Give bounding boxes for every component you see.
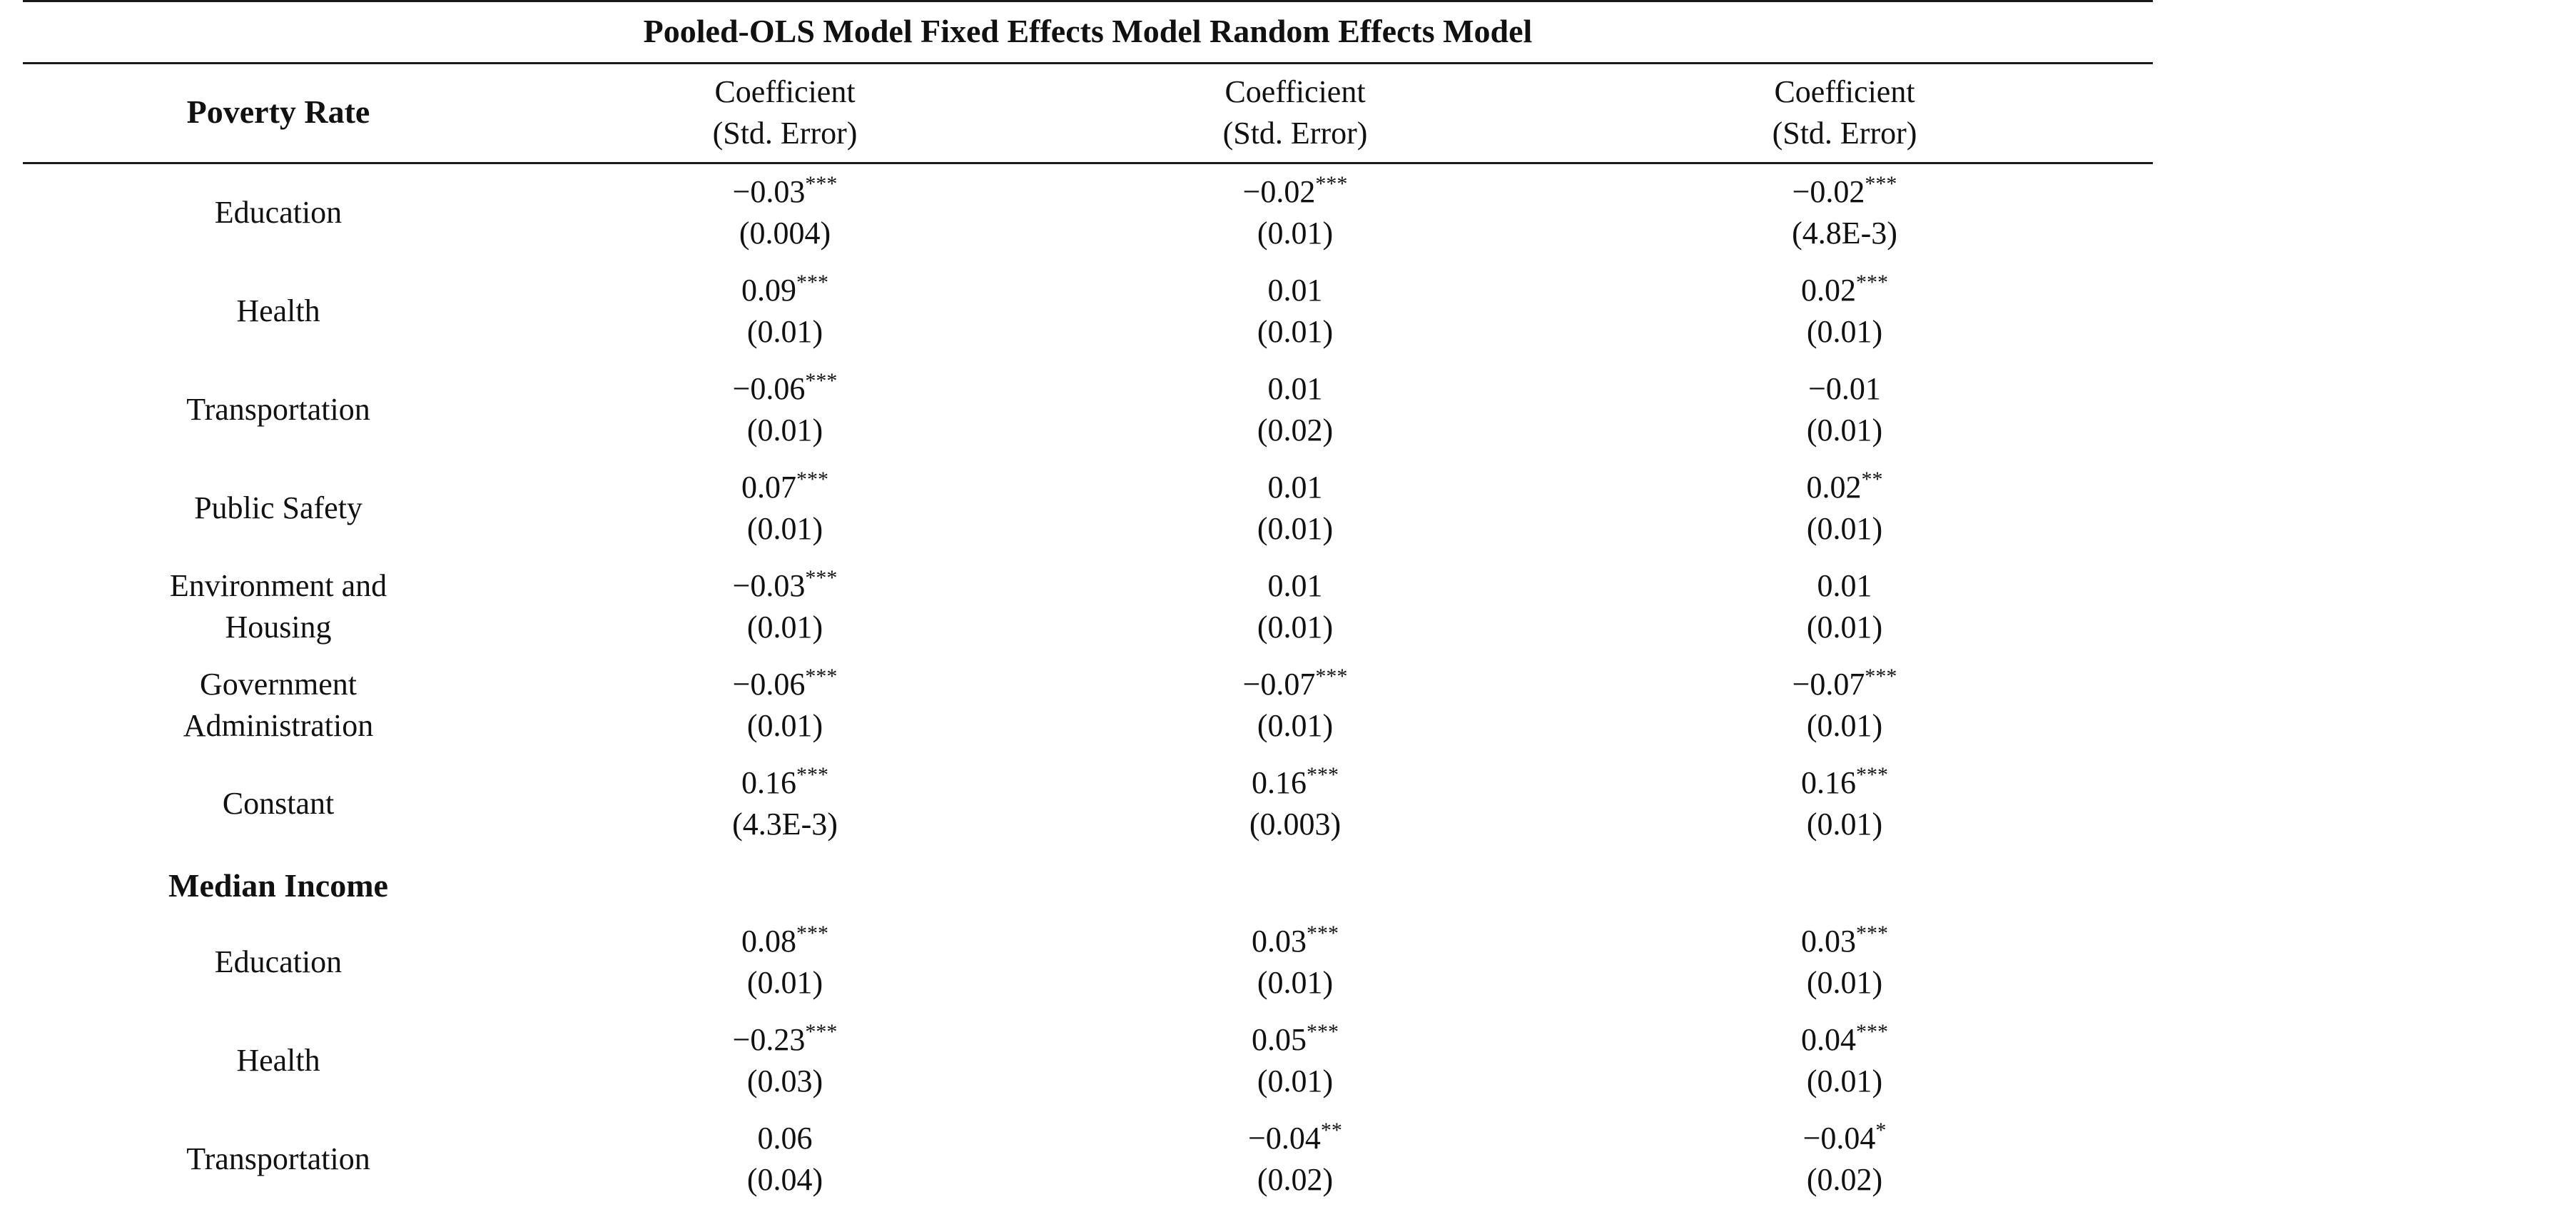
std-error-value: (0.01) bbox=[1806, 708, 1883, 743]
row-label-line: Housing bbox=[225, 610, 332, 645]
cell-pooled-ols bbox=[571, 762, 999, 845]
column-header-random bbox=[1631, 71, 2059, 154]
coefficient-value: 0.01 bbox=[1267, 568, 1323, 603]
std-error-value: (0.01) bbox=[1806, 511, 1883, 546]
row-label bbox=[64, 1138, 492, 1180]
coefficient-value: 0.05 bbox=[1252, 1022, 1307, 1057]
coefficient-line bbox=[1631, 565, 2059, 607]
row-label-line: Environment and bbox=[169, 568, 387, 603]
column-header-line2: (Std. Error) bbox=[712, 116, 858, 151]
table-header-rule bbox=[23, 62, 2153, 64]
coefficient-line bbox=[1631, 921, 2059, 962]
coefficient-value: 0.06 bbox=[757, 1121, 813, 1156]
cell-fixed-effects bbox=[1081, 565, 1509, 648]
coefficient-value: 0.01 bbox=[1267, 470, 1323, 505]
std-error-value: (0.03) bbox=[746, 1064, 823, 1099]
cell-random-effects bbox=[1631, 467, 2059, 550]
coefficient-value: −0.02 bbox=[1792, 174, 1865, 209]
std-error-value: (0.01) bbox=[1806, 314, 1883, 349]
coefficient-line bbox=[1631, 1118, 2059, 1159]
significance-stars: *** bbox=[805, 665, 838, 688]
coefficient-line bbox=[571, 270, 999, 311]
row-label-line: Government bbox=[200, 667, 357, 702]
significance-stars: *** bbox=[1315, 172, 1348, 196]
coefficient-line bbox=[571, 1118, 999, 1159]
coefficient-value: −0.03 bbox=[732, 568, 806, 603]
coefficient-value: −0.04 bbox=[1802, 1121, 1876, 1156]
cell-random-effects bbox=[1631, 664, 2059, 747]
column-header-line2: (Std. Error) bbox=[1222, 116, 1368, 151]
coefficient-value: 0.16 bbox=[741, 765, 796, 800]
std-error-value: (0.01) bbox=[1257, 1064, 1334, 1099]
coefficient-value: 0.01 bbox=[1267, 273, 1323, 308]
significance-stars: *** bbox=[1856, 1020, 1888, 1044]
cell-random-effects bbox=[1631, 1118, 2059, 1201]
std-error-value: (0.01) bbox=[1257, 216, 1334, 251]
significance-stars: *** bbox=[796, 921, 828, 945]
cell-pooled-ols bbox=[571, 1118, 999, 1201]
coefficient-line bbox=[1631, 467, 2059, 508]
coefficient-value: 0.08 bbox=[741, 924, 796, 959]
significance-stars: *** bbox=[805, 1020, 838, 1044]
coefficient-value: −0.04 bbox=[1248, 1121, 1321, 1156]
column-header-line1: Coefficient bbox=[1224, 74, 1366, 109]
cell-pooled-ols bbox=[571, 921, 999, 1004]
row-label-line: Transportation bbox=[186, 1141, 370, 1176]
std-error-value: (0.02) bbox=[1806, 1162, 1883, 1197]
coefficient-value: 0.01 bbox=[1817, 568, 1872, 603]
cell-fixed-effects bbox=[1081, 664, 1509, 747]
std-error-value: (0.02) bbox=[1257, 413, 1334, 448]
cell-fixed-effects bbox=[1081, 1118, 1509, 1201]
significance-stars: *** bbox=[796, 468, 828, 491]
coefficient-line bbox=[1081, 565, 1509, 607]
std-error-value: (0.003) bbox=[1249, 807, 1342, 842]
row-label bbox=[64, 389, 492, 430]
column-header-line2: (Std. Error) bbox=[1772, 116, 1917, 151]
coefficient-line bbox=[1081, 171, 1509, 213]
coefficient-line bbox=[1081, 1019, 1509, 1061]
std-error-value: (0.01) bbox=[746, 314, 823, 349]
std-error-value: (0.01) bbox=[1257, 708, 1334, 743]
coefficient-line bbox=[1631, 270, 2059, 311]
coefficient-value: −0.07 bbox=[1792, 667, 1865, 702]
coefficient-line bbox=[1631, 1019, 2059, 1061]
cell-pooled-ols bbox=[571, 1019, 999, 1102]
coefficient-value: 0.07 bbox=[741, 470, 796, 505]
cell-fixed-effects bbox=[1081, 270, 1509, 353]
row-label-line: Public Safety bbox=[194, 490, 362, 525]
coefficient-value: −0.07 bbox=[1242, 667, 1316, 702]
significance-stars: *** bbox=[1307, 763, 1339, 787]
row-label bbox=[64, 565, 492, 648]
cell-fixed-effects bbox=[1081, 1019, 1509, 1102]
coefficient-value: −0.06 bbox=[732, 667, 806, 702]
cell-fixed-effects bbox=[1081, 467, 1509, 550]
std-error-value: (0.01) bbox=[746, 413, 823, 448]
significance-stars: ** bbox=[1861, 468, 1883, 491]
row-label bbox=[64, 488, 492, 529]
cell-random-effects bbox=[1631, 171, 2059, 254]
coefficient-line bbox=[1631, 171, 2059, 213]
coefficient-line bbox=[1631, 368, 2059, 410]
table-body-rule bbox=[23, 162, 2153, 164]
coefficient-line bbox=[1081, 467, 1509, 508]
cell-fixed-effects bbox=[1081, 368, 1509, 451]
std-error-value: (0.02) bbox=[1257, 1162, 1334, 1197]
std-error-value: (0.01) bbox=[1257, 314, 1334, 349]
coefficient-line bbox=[571, 1019, 999, 1061]
cell-random-effects bbox=[1631, 368, 2059, 451]
median-income-section-label: Median Income bbox=[168, 867, 388, 904]
coefficient-value: 0.16 bbox=[1252, 765, 1307, 800]
coefficient-value: −0.23 bbox=[732, 1022, 806, 1057]
cell-random-effects bbox=[1631, 762, 2059, 845]
std-error-value: (0.01) bbox=[1806, 413, 1883, 448]
cell-random-effects bbox=[1631, 1019, 2059, 1102]
cell-random-effects bbox=[1631, 270, 2059, 353]
coefficient-line bbox=[1081, 762, 1509, 804]
coefficient-value: 0.04 bbox=[1801, 1022, 1856, 1057]
std-error-value: (0.004) bbox=[739, 216, 831, 251]
column-header-fixed bbox=[1081, 71, 1509, 154]
significance-stars: *** bbox=[1307, 921, 1339, 945]
significance-stars: *** bbox=[1856, 763, 1888, 787]
row-label-line: Administration bbox=[183, 708, 374, 743]
coefficient-line bbox=[571, 565, 999, 607]
significance-stars: *** bbox=[796, 763, 828, 787]
significance-stars: *** bbox=[805, 172, 838, 196]
coefficient-value: 0.02 bbox=[1801, 273, 1856, 308]
cell-fixed-effects bbox=[1081, 921, 1509, 1004]
significance-stars: ** bbox=[1320, 1118, 1342, 1142]
cell-pooled-ols bbox=[571, 171, 999, 254]
significance-stars: *** bbox=[1865, 172, 1897, 196]
coefficient-value: −0.02 bbox=[1242, 174, 1316, 209]
cell-fixed-effects bbox=[1081, 762, 1509, 845]
std-error-value: (0.01) bbox=[1257, 511, 1334, 546]
coefficient-value: 0.02 bbox=[1806, 470, 1862, 505]
std-error-value: (0.01) bbox=[1806, 610, 1883, 645]
coefficient-value: 0.03 bbox=[1801, 924, 1856, 959]
coefficient-value: 0.01 bbox=[1267, 371, 1323, 406]
cell-fixed-effects bbox=[1081, 171, 1509, 254]
poverty-rate-header: Poverty Rate bbox=[186, 94, 370, 130]
std-error-value: (0.01) bbox=[1806, 1064, 1883, 1099]
coefficient-value: 0.16 bbox=[1801, 765, 1856, 800]
coefficient-line bbox=[1081, 270, 1509, 311]
row-label bbox=[64, 291, 492, 332]
std-error-value: (0.01) bbox=[746, 708, 823, 743]
significance-stars: *** bbox=[805, 369, 838, 393]
coefficient-value: 0.09 bbox=[741, 273, 796, 308]
std-error-value: (0.01) bbox=[746, 511, 823, 546]
column-header-line1: Coefficient bbox=[714, 74, 856, 109]
std-error-value: (0.01) bbox=[746, 610, 823, 645]
std-error-value: (4.3E-3) bbox=[732, 807, 838, 842]
coefficient-value: −0.06 bbox=[732, 371, 806, 406]
row-label-line: Health bbox=[236, 1043, 320, 1078]
cell-pooled-ols bbox=[571, 270, 999, 353]
cell-pooled-ols bbox=[571, 664, 999, 747]
std-error-value: (0.01) bbox=[1257, 965, 1334, 1000]
cell-random-effects bbox=[1631, 921, 2059, 1004]
significance-stars: *** bbox=[1315, 665, 1348, 688]
row-label-line: Education bbox=[214, 944, 343, 979]
coefficient-line bbox=[571, 467, 999, 508]
row-label bbox=[64, 1040, 492, 1081]
significance-stars: *** bbox=[1856, 271, 1888, 294]
significance-stars: *** bbox=[1865, 665, 1897, 688]
coefficient-line bbox=[1631, 664, 2059, 705]
column-header-line1: Coefficient bbox=[1774, 74, 1915, 109]
coefficient-line bbox=[571, 921, 999, 962]
cell-random-effects bbox=[1631, 565, 2059, 648]
coefficient-value: 0.03 bbox=[1252, 924, 1307, 959]
cell-pooled-ols bbox=[571, 467, 999, 550]
significance-stars: *** bbox=[1307, 1020, 1339, 1044]
coefficient-line bbox=[1081, 368, 1509, 410]
coefficient-line bbox=[571, 368, 999, 410]
row-label bbox=[64, 941, 492, 983]
significance-stars: * bbox=[1875, 1118, 1887, 1142]
coefficient-line bbox=[1081, 664, 1509, 705]
std-error-value: (0.01) bbox=[1806, 965, 1883, 1000]
column-header-pooled bbox=[571, 71, 999, 154]
cell-pooled-ols bbox=[571, 368, 999, 451]
coefficient-line bbox=[1081, 921, 1509, 962]
coefficient-line bbox=[1631, 762, 2059, 804]
significance-stars: *** bbox=[805, 566, 838, 590]
std-error-value: (0.01) bbox=[746, 965, 823, 1000]
coefficient-line bbox=[571, 762, 999, 804]
row-label-line: Constant bbox=[222, 786, 335, 821]
cell-pooled-ols bbox=[571, 565, 999, 648]
std-error-value: (0.01) bbox=[1806, 807, 1883, 842]
significance-stars: *** bbox=[796, 271, 828, 294]
coefficient-value: −0.03 bbox=[732, 174, 806, 209]
row-label bbox=[64, 664, 492, 747]
significance-stars: *** bbox=[1856, 921, 1888, 945]
std-error-value: (4.8E-3) bbox=[1792, 216, 1897, 251]
table-title: Pooled-OLS Model Fixed Effects Model Random Effects Model bbox=[643, 13, 1533, 49]
coefficient-line bbox=[1081, 1118, 1509, 1159]
std-error-value: (0.01) bbox=[1257, 610, 1334, 645]
row-label-line: Education bbox=[214, 195, 343, 230]
row-label-line: Transportation bbox=[186, 392, 370, 427]
table-top-rule bbox=[23, 0, 2153, 2]
coefficient-line bbox=[571, 171, 999, 213]
row-label bbox=[64, 192, 492, 233]
row-label bbox=[64, 783, 492, 824]
coefficient-line bbox=[571, 664, 999, 705]
row-label-line: Health bbox=[236, 293, 320, 328]
std-error-value: (0.04) bbox=[746, 1162, 823, 1197]
coefficient-value: −0.01 bbox=[1808, 371, 1881, 406]
